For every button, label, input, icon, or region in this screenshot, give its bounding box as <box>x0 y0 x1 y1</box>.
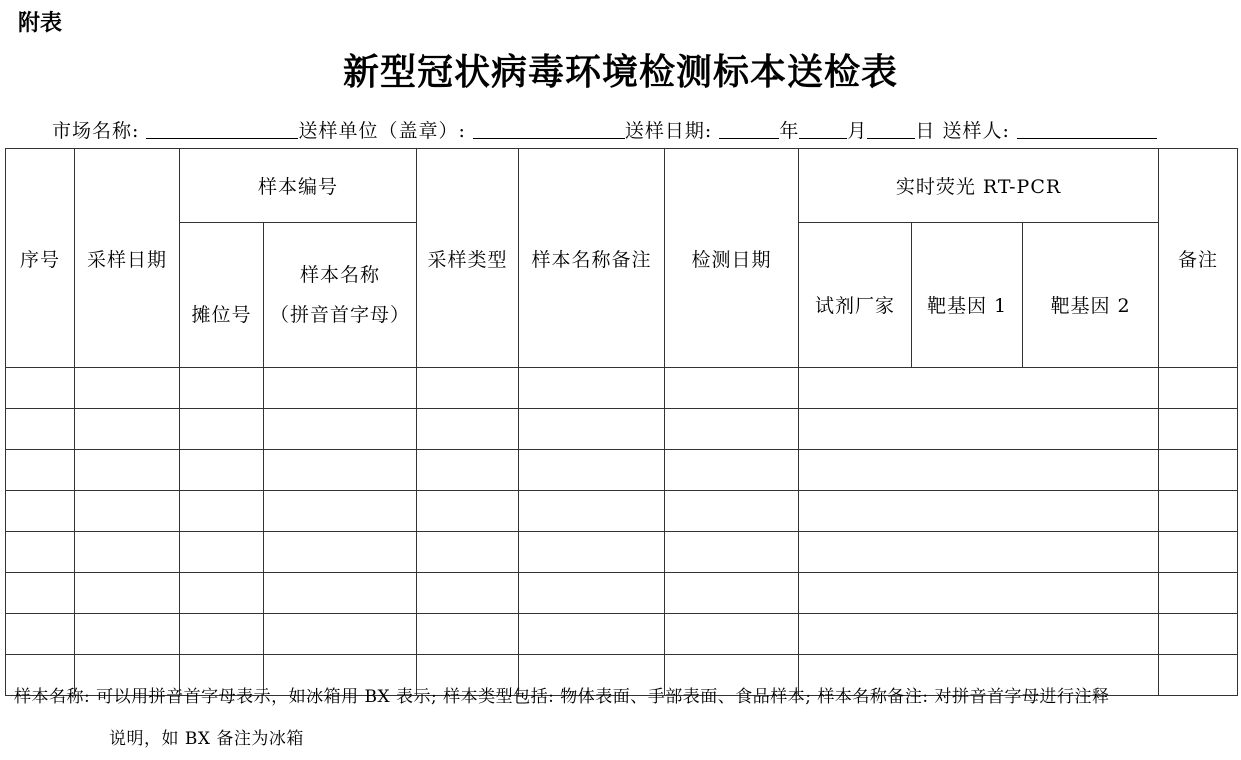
sample-name-label: 样本名称 <box>300 264 381 286</box>
sender-field[interactable] <box>1017 120 1157 139</box>
table-cell[interactable] <box>799 368 1159 409</box>
table-cell[interactable] <box>417 409 519 450</box>
table-cell[interactable] <box>75 409 180 450</box>
table-cell[interactable] <box>799 532 1159 573</box>
page-title: 新型冠状病毒环境检测标本送检表 <box>342 51 898 93</box>
header-target-gene-2: 靶基因 2 <box>1023 223 1159 368</box>
table-cell[interactable] <box>75 614 180 655</box>
header-reagent-maker: 试剂厂家 <box>799 223 912 368</box>
table-cell[interactable] <box>264 532 417 573</box>
table-cell[interactable] <box>665 532 799 573</box>
table-cell[interactable] <box>75 532 180 573</box>
header-sampling-type: 采样类型 <box>417 149 519 368</box>
sample-name-sub-label: （拼音首字母） <box>270 304 411 326</box>
table-cell[interactable] <box>180 532 264 573</box>
table-row <box>6 614 1238 655</box>
table-cell[interactable] <box>264 491 417 532</box>
table-cell[interactable] <box>180 450 264 491</box>
table-cell[interactable] <box>417 450 519 491</box>
month-label: 月 <box>847 120 868 142</box>
table-cell[interactable] <box>519 368 665 409</box>
table-cell[interactable] <box>6 491 75 532</box>
table-cell[interactable] <box>519 532 665 573</box>
table-cell[interactable] <box>75 450 180 491</box>
table-row <box>6 409 1238 450</box>
table-cell[interactable] <box>417 614 519 655</box>
table-cell[interactable] <box>665 491 799 532</box>
table-cell[interactable] <box>665 368 799 409</box>
table-cell[interactable] <box>180 573 264 614</box>
table-cell[interactable] <box>799 450 1159 491</box>
header-stall-number: 摊位号 <box>180 223 264 368</box>
header-sample-name-note: 样本名称备注 <box>519 149 665 368</box>
header-remarks: 备注 <box>1159 149 1238 368</box>
table-cell[interactable] <box>264 368 417 409</box>
header-sample-number: 样本编号 <box>180 149 417 223</box>
header-seq: 序号 <box>6 149 75 368</box>
table-cell[interactable] <box>1159 614 1238 655</box>
table-cell[interactable] <box>519 450 665 491</box>
header-sample-name <box>264 223 417 368</box>
table-cell[interactable] <box>6 368 75 409</box>
table-cell[interactable] <box>264 614 417 655</box>
table-cell[interactable] <box>264 573 417 614</box>
table-cell[interactable] <box>799 409 1159 450</box>
table-row <box>6 450 1238 491</box>
table-row <box>6 491 1238 532</box>
table-cell[interactable] <box>1159 532 1238 573</box>
table-row <box>6 368 1238 409</box>
table-cell[interactable] <box>75 491 180 532</box>
table-cell[interactable] <box>75 368 180 409</box>
day-field[interactable] <box>867 120 915 139</box>
month-field[interactable] <box>799 120 847 139</box>
header-test-date: 检测日期 <box>665 149 799 368</box>
table-cell[interactable] <box>799 614 1159 655</box>
table-cell[interactable] <box>1159 409 1238 450</box>
table-cell[interactable] <box>264 450 417 491</box>
table-cell[interactable] <box>180 368 264 409</box>
table-cell[interactable] <box>6 614 75 655</box>
unit-label: 送样单位（盖章）: <box>298 120 466 142</box>
table-cell[interactable] <box>1159 368 1238 409</box>
date-label: 送样日期: <box>624 120 713 142</box>
notes <box>14 676 1229 760</box>
notes-line-2: 说明，如 BX 备注为冰箱 <box>109 729 304 749</box>
table-cell[interactable] <box>799 573 1159 614</box>
table-cell[interactable] <box>519 573 665 614</box>
table-cell[interactable] <box>417 573 519 614</box>
form-info-line <box>52 116 1157 143</box>
table-cell[interactable] <box>665 573 799 614</box>
header-rt-pcr: 实时荧光 RT-PCR <box>799 149 1159 223</box>
table-cell[interactable] <box>799 491 1159 532</box>
table-cell[interactable] <box>519 491 665 532</box>
table-row <box>6 532 1238 573</box>
year-label: 年 <box>779 120 800 142</box>
table-cell[interactable] <box>1159 491 1238 532</box>
table-cell[interactable] <box>417 368 519 409</box>
market-field[interactable] <box>146 120 298 139</box>
table-cell[interactable] <box>180 614 264 655</box>
table-cell[interactable] <box>6 450 75 491</box>
table-cell[interactable] <box>417 532 519 573</box>
header-sampling-date: 采样日期 <box>75 149 180 368</box>
table-cell[interactable] <box>665 614 799 655</box>
unit-field[interactable] <box>473 120 625 139</box>
table-body <box>6 368 1238 696</box>
header-target-gene-1: 靶基因 1 <box>912 223 1023 368</box>
table-cell[interactable] <box>6 573 75 614</box>
table-cell[interactable] <box>180 491 264 532</box>
table-cell[interactable] <box>1159 450 1238 491</box>
notes-line-1: 样本名称: 可以用拼音首字母表示，如冰箱用 BX 表示; 样本类型包括: 物体表面、手部表面、食品样本; 样本名称备注: 对拼音首字母进行注释 <box>14 687 1110 707</box>
table-cell[interactable] <box>417 491 519 532</box>
year-field[interactable] <box>719 120 779 139</box>
table-cell[interactable] <box>519 409 665 450</box>
table-cell[interactable] <box>264 409 417 450</box>
appendix-label: 附表 <box>18 11 63 36</box>
market-label: 市场名称: <box>52 120 140 142</box>
day-label: 日 <box>915 120 936 142</box>
table-cell[interactable] <box>6 532 75 573</box>
sender-label: 送样人: <box>942 120 1010 142</box>
table-cell[interactable] <box>519 614 665 655</box>
table-cell[interactable] <box>6 409 75 450</box>
table-cell[interactable] <box>665 450 799 491</box>
submission-table <box>5 148 1238 696</box>
table-cell[interactable] <box>665 409 799 450</box>
table-row <box>6 573 1238 614</box>
table-cell[interactable] <box>1159 573 1238 614</box>
table-cell[interactable] <box>180 409 264 450</box>
table-cell[interactable] <box>75 573 180 614</box>
